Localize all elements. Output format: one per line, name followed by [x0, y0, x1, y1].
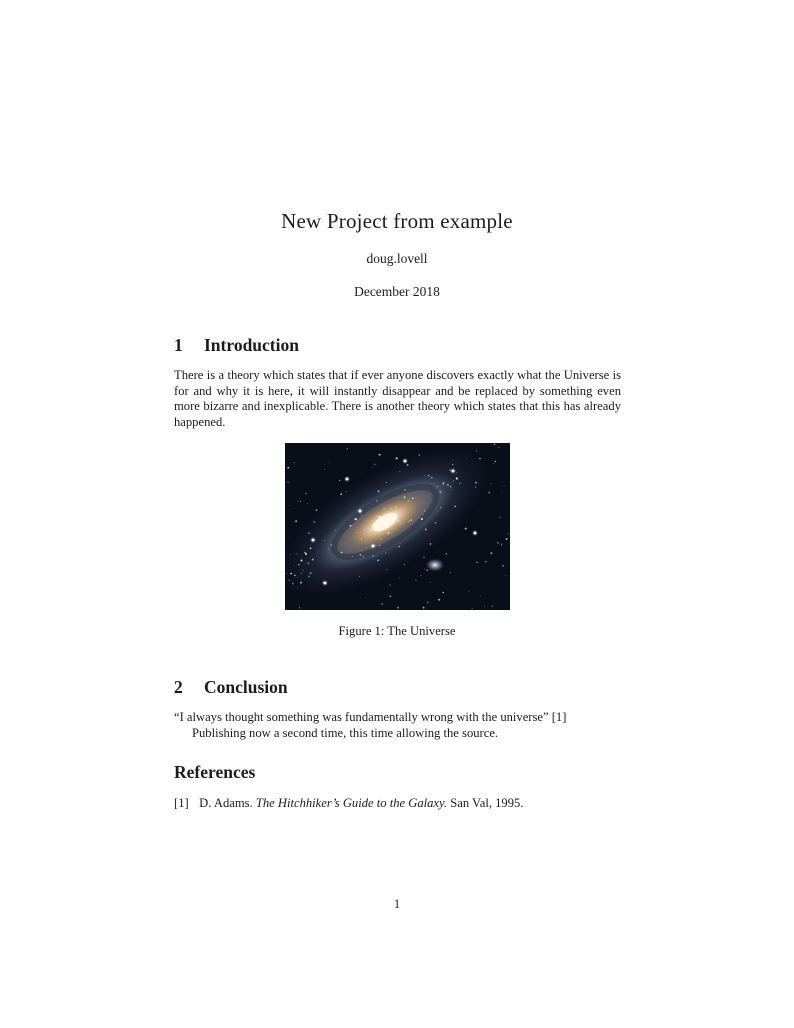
- document-date: December 2018: [354, 284, 440, 299]
- companion-galaxy: [426, 559, 444, 572]
- section-heading-conclusion: [174, 677, 621, 698]
- conclusion-paragraph: [174, 710, 621, 741]
- document-title: New Project from example: [281, 209, 513, 233]
- references-heading: References: [174, 762, 256, 782]
- galaxy-image: [285, 443, 510, 610]
- figure-caption: Figure 1: The Universe: [338, 624, 456, 638]
- section-heading-label: Introduction: [204, 335, 299, 355]
- reference-title: The Hitchhiker’s Guide to the Galaxy.: [255, 796, 448, 810]
- reference-authors: D. Adams.: [199, 796, 253, 810]
- page-number: 1: [393, 897, 401, 911]
- section-heading-label: Conclusion: [204, 677, 288, 697]
- reference-publisher: San Val, 1995.: [450, 796, 524, 810]
- reference-label: [1]: [174, 796, 189, 810]
- document-author: doug.lovell: [366, 251, 428, 266]
- section-number: 2: [174, 677, 183, 697]
- conclusion-second-line: Publishing now a second time, this time allowing the source.: [192, 725, 499, 740]
- introduction-paragraph: There is a theory which states that if ever anyone discovers exactly what the Universe is for and why it is here, it will instantly disappear and be replaced by something even more bizarre and inexplicable. There is another theory which states that this has already happened.: [174, 368, 621, 429]
- section-number: 1: [174, 335, 183, 355]
- section-heading-introduction: [174, 335, 621, 356]
- conclusion-quote-line: “I always thought something was fundamentally wrong with the universe” [1]: [174, 710, 567, 724]
- reference-entry: [174, 796, 621, 812]
